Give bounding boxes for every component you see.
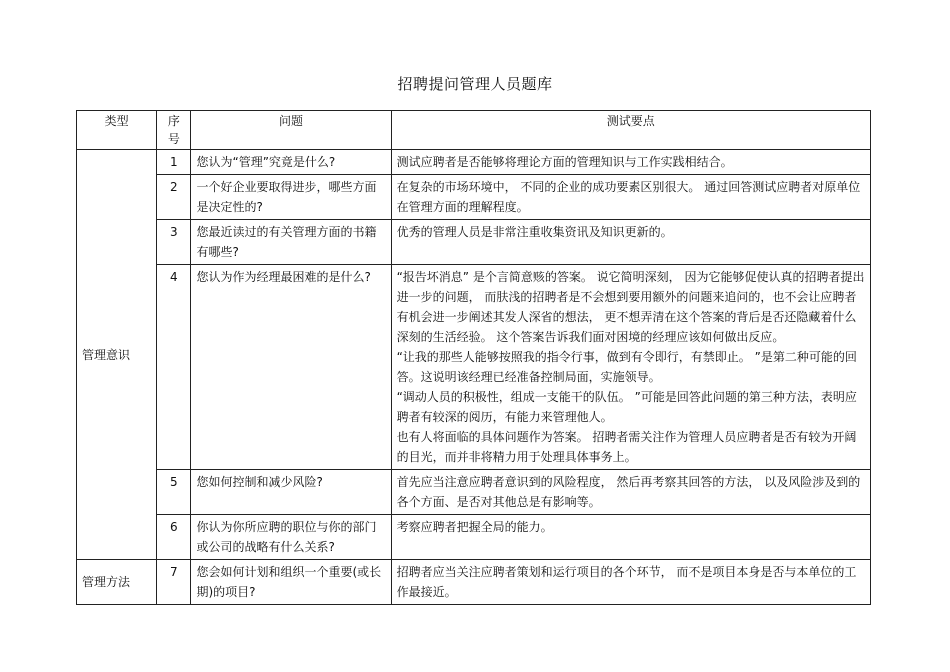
table-row <box>77 175 871 220</box>
point-text: 在复杂的市场环境中， 不同的企业的成功要素区别很大。 通过回答测试应聘者对原单位在管理方面的理解程度。 <box>396 180 861 214</box>
question-cell: 您最近读过的有关管理方面的书籍有哪些? <box>191 220 391 265</box>
number-cell: 1 <box>157 150 191 175</box>
table-header-row <box>77 111 871 150</box>
table-row <box>77 220 871 265</box>
type-cell: 管理方法 <box>77 560 157 605</box>
number-cell: 6 <box>157 515 191 560</box>
question-table <box>76 110 871 605</box>
header-question: 问题 <box>191 111 391 150</box>
table-row <box>77 265 871 470</box>
question-cell: 您认为“管理”究竟是什么? <box>191 150 391 175</box>
table-row <box>77 470 871 515</box>
point-cell <box>391 150 870 175</box>
table-row <box>77 150 871 175</box>
question-cell: 您认为作为经理最困难的是什么? <box>191 265 391 470</box>
point-text: 首先应当注意应聘者意识到的风险程度， 然后再考察其回答的方法， 以及风险涉及到的各个方面、是否对其他总是有影响等。 <box>396 475 861 509</box>
type-cell: 管理意识 <box>77 150 157 560</box>
number-cell: 5 <box>157 470 191 515</box>
question-cell: 你认为你所应聘的职位与你的部门或公司的战略有什么关系? <box>191 515 391 560</box>
point-text: 考察应聘者把握全局的能力。 <box>396 520 553 534</box>
question-cell: 一个好企业要取得进步，哪些方面是决定性的? <box>191 175 391 220</box>
point-text: 也有人将面临的具体问题作为答案。 招聘者需关注作为管理人员应聘者是否有较为开阔的目光，而并非将精力用于处理具体事务上。 <box>396 430 857 464</box>
point-cell <box>391 175 870 220</box>
point-text: “调动人员的积极性，组成一支能干的队伍。 ”可能是回答此问题的第三种方法，表明应聘者有较深的阅历，有能力来管理他人。 <box>396 390 857 424</box>
number-cell: 4 <box>157 265 191 470</box>
point-text: 招聘者应当关注应聘者策划和运行项目的各个环节， 而不是项目本身是否与本单位的工作最接近。 <box>396 565 857 599</box>
point-cell <box>391 265 870 470</box>
point-cell <box>391 560 870 605</box>
point-text: “报告坏消息” 是个言简意赅的答案。 说它简明深刻， 因为它能够促使认真的招聘者提出进一步的问题， 而肤浅的招聘者是不会想到要用额外的问题来追问的，也不会让应聘者有机会进一步阐述其发人深省的想法， 更不想弄清在这个答案的背后是否还隐藏着什么深刻的生活经验。 这个答案告诉我们面对困境的经理应该如何做出反应。 <box>396 270 865 344</box>
question-cell: 您如何控制和减少风险? <box>191 470 391 515</box>
point-text: 优秀的管理人员是非常注重收集资讯及知识更新的。 <box>396 225 673 239</box>
number-cell: 3 <box>157 220 191 265</box>
page-title: 招聘提问管理人员题库 <box>397 75 553 93</box>
point-cell <box>391 220 870 265</box>
table-row <box>77 560 871 605</box>
question-cell: 您会如何计划和组织一个重要(或长期)的项目? <box>191 560 391 605</box>
point-cell <box>391 470 870 515</box>
header-type: 类型 <box>77 111 157 150</box>
table-row <box>77 515 871 560</box>
number-cell: 2 <box>157 175 191 220</box>
point-text: 测试应聘者是否能够将理论方面的管理知识与工作实践相结合。 <box>396 155 733 169</box>
header-point: 测试要点 <box>391 111 870 150</box>
point-cell <box>391 515 870 560</box>
number-cell: 7 <box>157 560 191 605</box>
header-no: 序号 <box>157 111 191 150</box>
point-text: “让我的那些人能够按照我的指令行事，做到有令即行，有禁即止。 ”是第二种可能的回答。这说明该经理已经准备控制局面，实施领导。 <box>396 350 857 384</box>
